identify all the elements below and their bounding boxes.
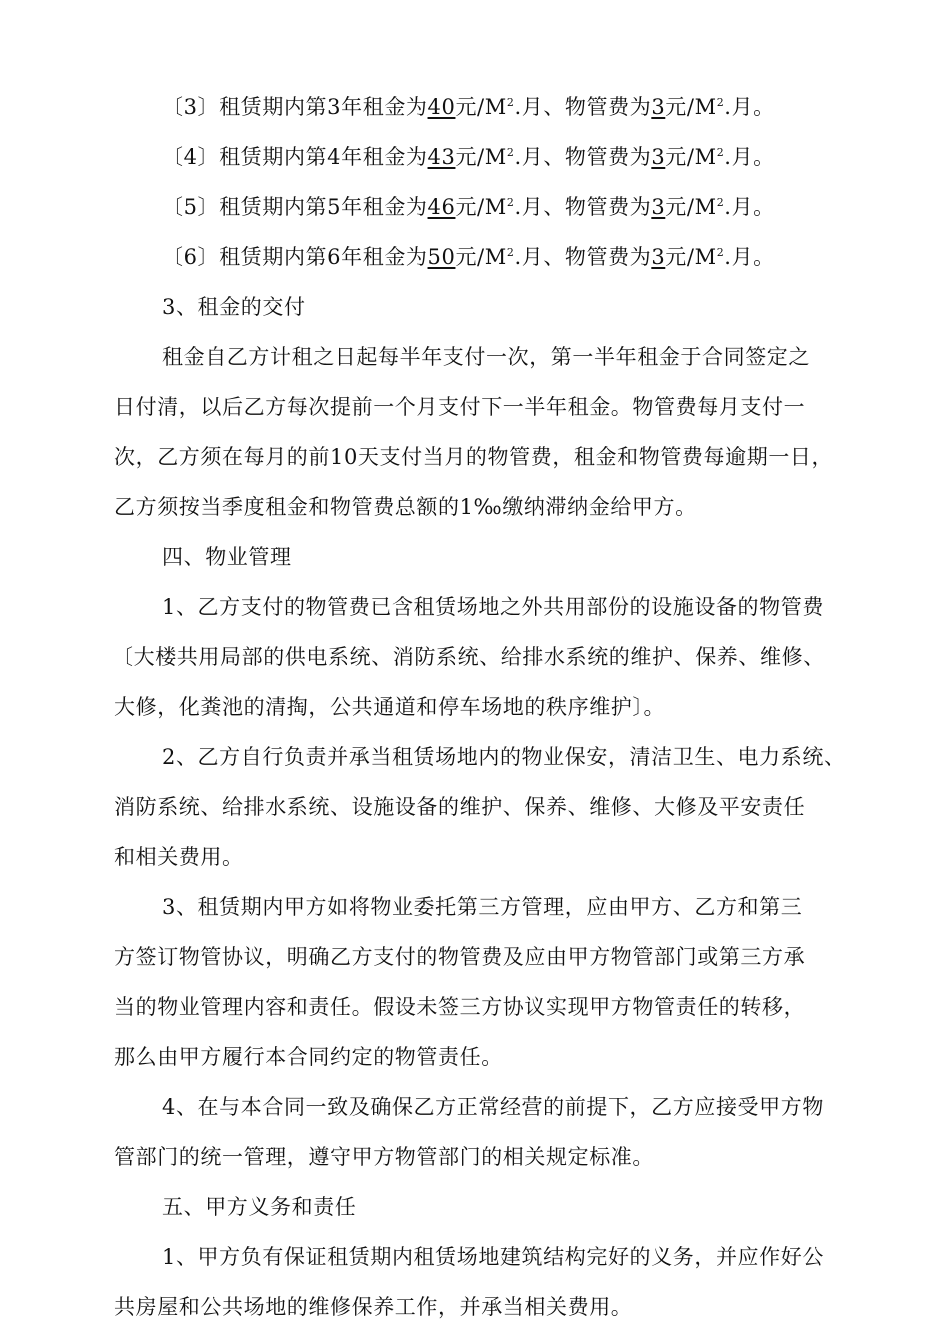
rent-unit-sup: 2 — [506, 246, 515, 259]
fee-value: 3 — [651, 95, 666, 119]
rent-unit: 元/M — [455, 145, 507, 169]
paragraph-line: 共房屋和公共场地的维修保养工作，并承当相关费用。 — [114, 1295, 633, 1319]
fee-unit: 元/M — [665, 95, 717, 119]
rent-value: 50 — [427, 245, 456, 269]
rent-value: 43 — [427, 145, 456, 169]
fee-unit-sup: 2 — [716, 96, 725, 109]
rent-unit-sup: 2 — [506, 146, 515, 159]
paragraph-line: 消防系统、给排水系统、设施设备的维护、保养、维修、大修及平安责任 — [114, 795, 806, 819]
paragraph-line: 3、租赁期内甲方如将物业委托第三方管理，应由甲方、乙方和第三 — [162, 895, 803, 919]
fee-text: .月、物管费为 — [514, 245, 652, 269]
paragraph-line: 乙方须按当季度租金和物管费总额的1‰缴纳滞纳金给甲方。 — [114, 495, 697, 519]
paragraph-line: 租金自乙方计租之日起每半年支付一次，第一半年租金于合同签定之 — [162, 345, 810, 369]
fee-text: .月、物管费为 — [514, 195, 652, 219]
paragraph-line: 2、乙方自行负责并承当租赁场地内的物业保安，清洁卫生、电力系统、 — [162, 745, 846, 769]
section-heading: 五、甲方义务和责任 — [162, 1195, 357, 1219]
line-tail: .月。 — [724, 245, 775, 269]
rent-unit: 元/M — [455, 95, 507, 119]
section-heading: 3、租金的交付 — [162, 295, 306, 319]
rent-unit: 元/M — [455, 245, 507, 269]
fee-unit-sup: 2 — [716, 146, 725, 159]
fee-unit: 元/M — [665, 195, 717, 219]
line-tail: .月。 — [724, 195, 775, 219]
fee-text: .月、物管费为 — [514, 145, 652, 169]
rent-value: 46 — [427, 195, 456, 219]
fee-unit: 元/M — [665, 145, 717, 169]
rent-line-year-5 — [162, 193, 775, 221]
paragraph-line: 4、在与本合同一致及确保乙方正常经营的前提下，乙方应接受甲方物 — [162, 1095, 824, 1119]
rent-unit: 元/M — [455, 195, 507, 219]
section-heading: 四、物业管理 — [162, 545, 292, 569]
paragraph-line: 和相关费用。 — [114, 845, 244, 869]
fee-unit: 元/M — [665, 245, 717, 269]
rent-unit-sup: 2 — [506, 96, 515, 109]
paragraph-line: 日付清，以后乙方每次提前一个月支付下一半年租金。物管费每月支付一 — [114, 395, 806, 419]
rent-unit-sup: 2 — [506, 196, 515, 209]
paragraph-line: 1、甲方负有保证租赁期内租赁场地建筑结构完好的义务，并应作好公 — [162, 1245, 824, 1269]
rent-value: 40 — [427, 95, 456, 119]
paragraph-line: 管部门的统一管理，遵守甲方物管部门的相关规定标准。 — [114, 1145, 654, 1169]
rent-line-year-4 — [162, 143, 775, 171]
fee-unit-sup: 2 — [716, 246, 725, 259]
rent-label: 〔3〕租赁期内第3年租金为 — [162, 95, 428, 119]
paragraph-line: 当的物业管理内容和责任。假设未签三方协议实现甲方物管责任的转移， — [114, 995, 806, 1019]
rent-line-year-6 — [162, 243, 775, 271]
paragraph-line: 方签订物管协议，明确乙方支付的物管费及应由甲方物管部门或第三方承 — [114, 945, 806, 969]
rent-label: 〔6〕租赁期内第6年租金为 — [162, 245, 428, 269]
paragraph-line: 1、乙方支付的物管费已含租赁场地之外共用部份的设施设备的物管费 — [162, 595, 824, 619]
rent-line-year-3 — [162, 93, 775, 121]
fee-unit-sup: 2 — [716, 196, 725, 209]
paragraph-line: 次，乙方须在每月的前10天支付当月的物管费，租金和物管费每逾期一日， — [114, 445, 834, 469]
fee-value: 3 — [651, 245, 666, 269]
fee-value: 3 — [651, 195, 666, 219]
fee-value: 3 — [651, 145, 666, 169]
rent-label: 〔4〕租赁期内第4年租金为 — [162, 145, 428, 169]
paragraph-line: 那么由甲方履行本合同约定的物管责任。 — [114, 1045, 503, 1069]
rent-label: 〔5〕租赁期内第5年租金为 — [162, 195, 428, 219]
paragraph-line: 〔大楼共用局部的供电系统、消防系统、给排水系统的维护、保养、维修、 — [112, 645, 825, 669]
paragraph-line: 大修，化粪池的清掏，公共通道和停车场地的秩序维护〕。 — [114, 695, 666, 719]
line-tail: .月。 — [724, 145, 775, 169]
line-tail: .月。 — [724, 95, 775, 119]
fee-text: .月、物管费为 — [514, 95, 652, 119]
